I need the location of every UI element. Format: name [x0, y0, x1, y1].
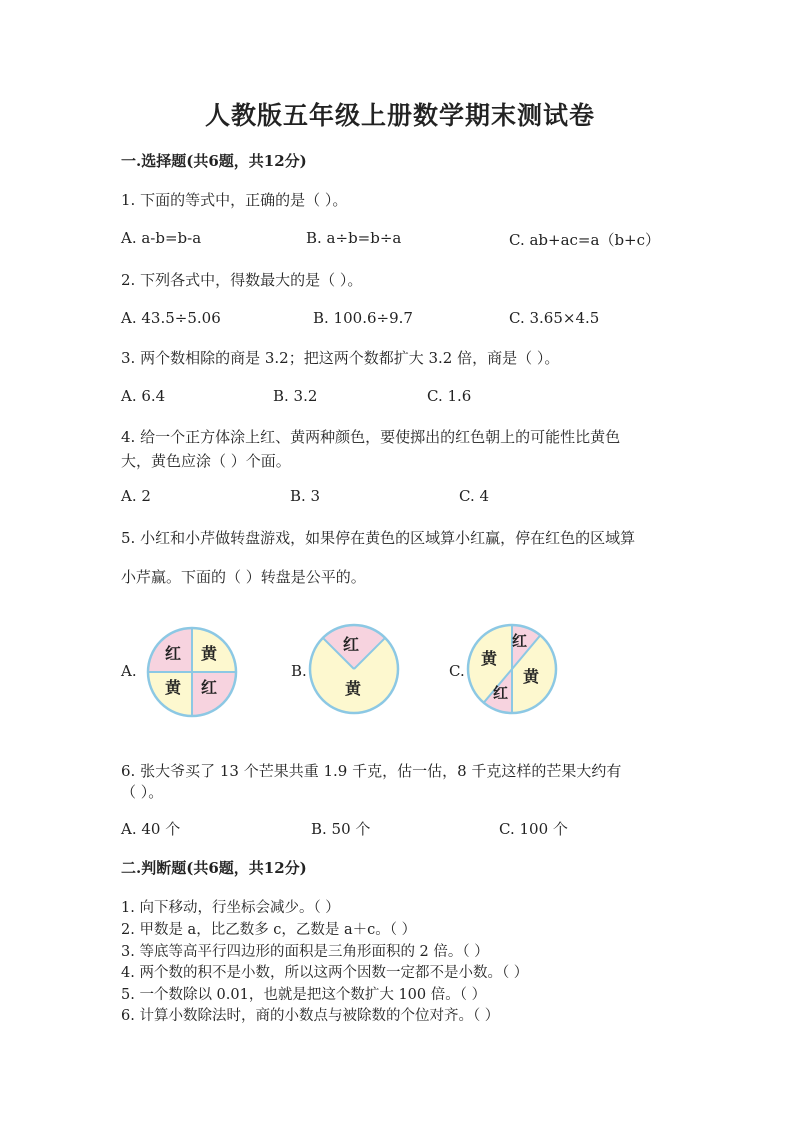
spinner-a-label-yellow-2: 黄: [165, 678, 182, 697]
spinner-a-label-red-1: 红: [165, 644, 182, 663]
q2-option-b: B. 100.6÷9.7: [313, 309, 413, 327]
q3-option-c: C. 1.6: [427, 387, 472, 405]
question-4-line-1: 4. 给一个正方体涂上红、黄两种颜色，要使掷出的红色朝上的可能性比黄色: [121, 428, 621, 446]
judgement-item-6: 6. 计算小数除法时，商的小数点与被除数的个位对齐。（ ）: [121, 1008, 500, 1024]
judgement-item-2: 2. 甲数是 a，比乙数多 c，乙数是 a＋c。（ ）: [121, 922, 417, 938]
q3-option-b: B. 3.2: [273, 387, 318, 405]
judgement-item-5: 5. 一个数除以 0.01，也就是把这个数扩大 100 倍。（ ）: [121, 987, 487, 1003]
spinner-a-label-red-2: 红: [201, 678, 218, 697]
section-heading-choice: 一.选择题(共6题，共12分): [121, 152, 307, 170]
spinner-c-label-red-top: 红: [512, 632, 528, 650]
question-5-line-1: 5. 小红和小芹做转盘游戏，如果停在黄色的区域算小红赢，停在红色的区域算: [121, 529, 636, 547]
spinner-b-label-yellow: 黄: [345, 679, 362, 698]
spinner-c-label-yellow-right: 黄: [523, 667, 540, 686]
q2-option-c: C. 3.65×4.5: [509, 309, 600, 327]
page-title: 人教版五年级上册数学期末测试卷: [204, 101, 595, 130]
q6-option-b: B. 50 个: [311, 820, 371, 838]
question-3: 3. 两个数相除的商是 3.2；把这两个数都扩大 3.2 倍，商是（ ）。: [121, 349, 560, 367]
q4-option-b: B. 3: [290, 487, 321, 505]
question-6-line-1: 6. 张大爷买了 13 个芒果共重 1.9 千克，估一估，8 千克这样的芒果大约有: [121, 762, 622, 780]
judgement-item-1: 1. 向下移动，行坐标会减少。（ ）: [121, 900, 340, 916]
q5-option-c: C.: [449, 662, 465, 680]
question-2: 2. 下列各式中，得数最大的是（ ）。: [121, 271, 363, 289]
q4-option-c: C. 4: [459, 487, 490, 505]
spinner-c: [465, 622, 559, 716]
spinner-b: [307, 622, 401, 716]
spinner-a: [145, 625, 239, 719]
q6-option-c: C. 100 个: [499, 820, 568, 838]
q4-option-a: A. 2: [121, 487, 151, 505]
q3-option-a: A. 6.4: [121, 387, 166, 405]
q2-option-a: A. 43.5÷5.06: [121, 309, 221, 327]
q5-option-b: B.: [291, 662, 307, 680]
spinner-c-label-yellow-left: 黄: [481, 649, 498, 668]
section-heading-judgement: 二.判断题(共6题，共12分): [121, 859, 307, 877]
question-6-line-2: （ ）。: [121, 783, 164, 801]
spinner-c-label-red-bottom: 红: [493, 684, 509, 702]
q6-option-a: A. 40 个: [121, 820, 181, 838]
judgement-item-3: 3. 等底等高平行四边形的面积是三角形面积的 2 倍。（ ）: [121, 944, 489, 960]
q5-option-a: A.: [121, 662, 137, 680]
question-5-line-2: 小芹赢。下面的（ ）转盘是公平的。: [121, 568, 366, 586]
q1-option-b: B. a÷b=b÷a: [306, 229, 402, 247]
question-1: 1. 下面的等式中，正确的是（ ）。: [121, 191, 348, 209]
judgement-item-4: 4. 两个数的积不是小数，所以这两个因数一定都不是小数。（ ）: [121, 965, 529, 981]
q1-option-c: C. ab+ac=a（b+c）: [509, 231, 661, 249]
q1-option-a: A. a-b=b-a: [121, 229, 202, 247]
question-4-line-2: 大，黄色应涂（ ）个面。: [121, 452, 291, 470]
spinner-a-label-yellow-1: 黄: [201, 644, 218, 663]
spinner-b-label-red: 红: [343, 635, 360, 654]
